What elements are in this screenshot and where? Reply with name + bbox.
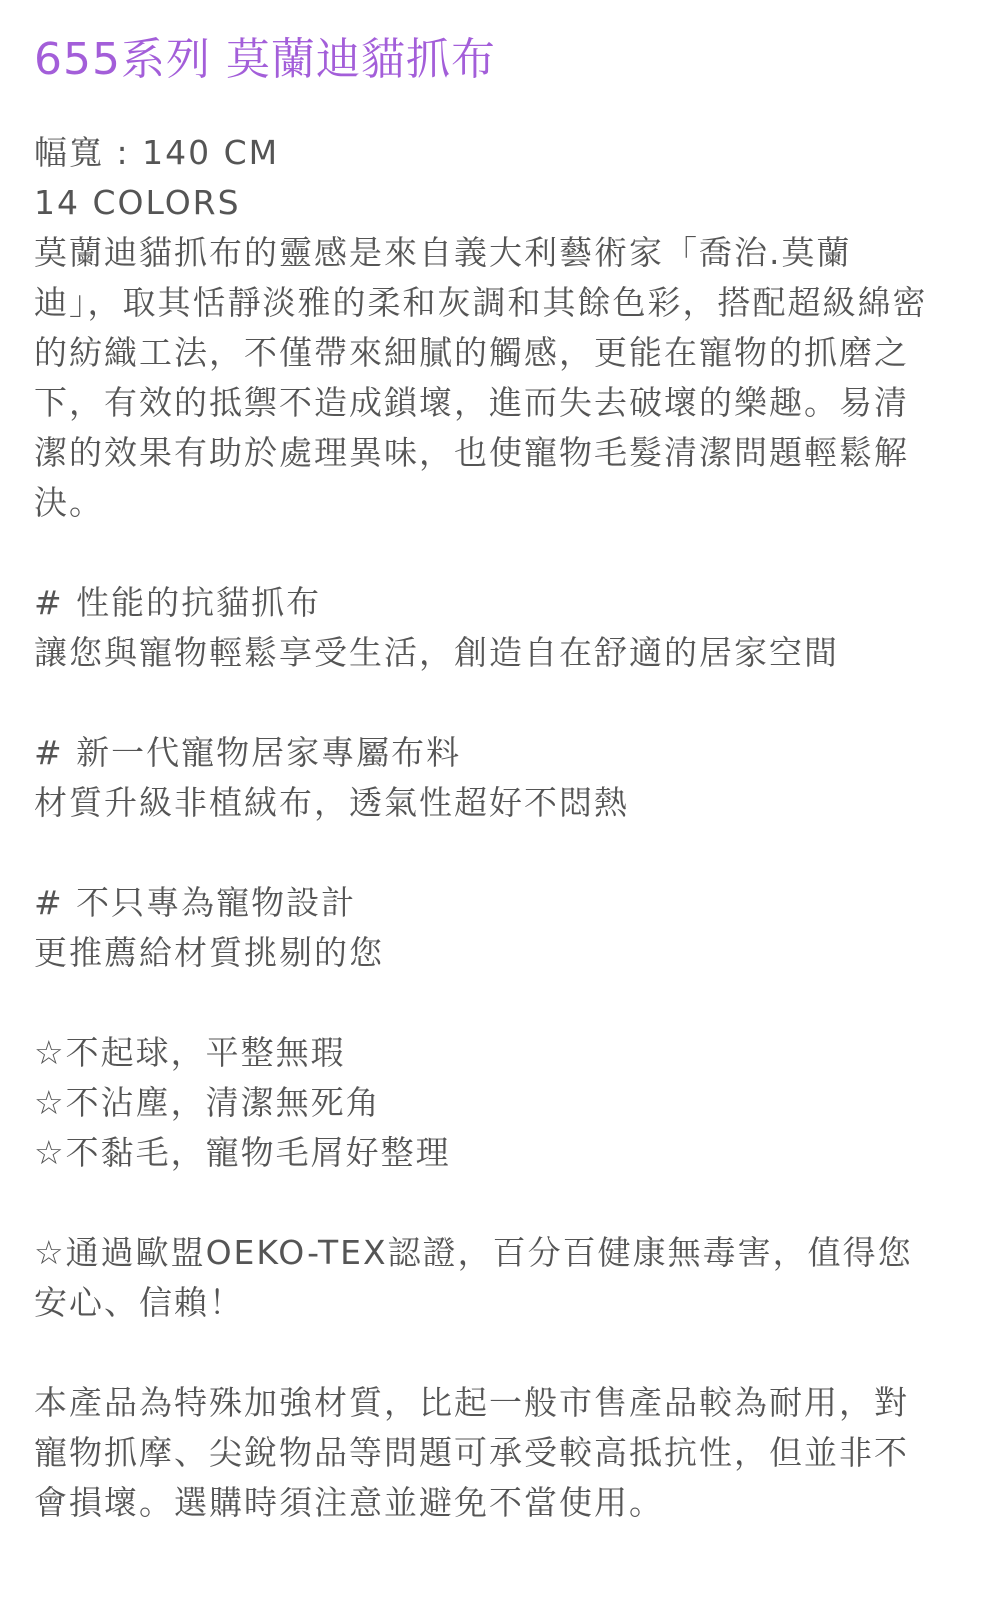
spec-colors: 14 COLORS: [34, 183, 241, 222]
benefit-item: ☆不起球，平整無瑕: [34, 1033, 346, 1072]
spec-width: 幅寬 : 140 CM: [34, 133, 280, 172]
feature-heading: # 性能的抗貓抓布: [34, 583, 322, 622]
description-paragraph: 莫蘭迪貓抓布的靈感是來自義大利藝術家「喬治.莫蘭迪」，取其恬靜淡雅的柔和灰調和其餘色彩，搭配超級綿密的紡織工法，不僅帶來細膩的觸感，更能在寵物的抓磨之下，有效的抵禦不造成鎖壞，進而失去破壞的樂趣。易清潔的效果有助於處理異味，也使寵物毛髮清潔問題輕鬆解決。: [34, 233, 928, 522]
certification-text: ☆通過歐盟OEKO-TEX認證，百分百健康無毒害，值得您安心、信賴！: [34, 1233, 913, 1322]
notice-paragraph: 本產品為特殊加強材質，比起一般市售產品較為耐用，對寵物抓摩、尖銳物品等問題可承受較高抵抗性，但並非不會損壞。選購時須注意並避免不當使用。: [34, 1383, 909, 1522]
feature-text: 更推薦給材質挑剔的您: [34, 933, 384, 972]
spacer: [34, 678, 984, 728]
spacer: [34, 1328, 984, 1378]
spacer: [34, 1178, 984, 1228]
benefit-item: ☆不沾塵，清潔無死角: [34, 1083, 381, 1122]
spacer: [34, 978, 984, 1028]
feature-text: 讓您與寵物輕鬆享受生活，創造自在舒適的居家空間: [34, 633, 839, 672]
feature-heading: # 新一代寵物居家專屬布料: [34, 733, 462, 772]
spacer: [34, 528, 984, 578]
feature-heading: # 不只專為寵物設計: [34, 883, 357, 922]
benefit-item: ☆不黏毛，寵物毛屑好整理: [34, 1133, 451, 1172]
product-description: [34, 30, 984, 1528]
spacer: [34, 828, 984, 878]
feature-text: 材質升級非植絨布，透氣性超好不悶熱: [34, 783, 629, 822]
product-title: 655系列 莫蘭迪貓抓布: [34, 34, 496, 85]
